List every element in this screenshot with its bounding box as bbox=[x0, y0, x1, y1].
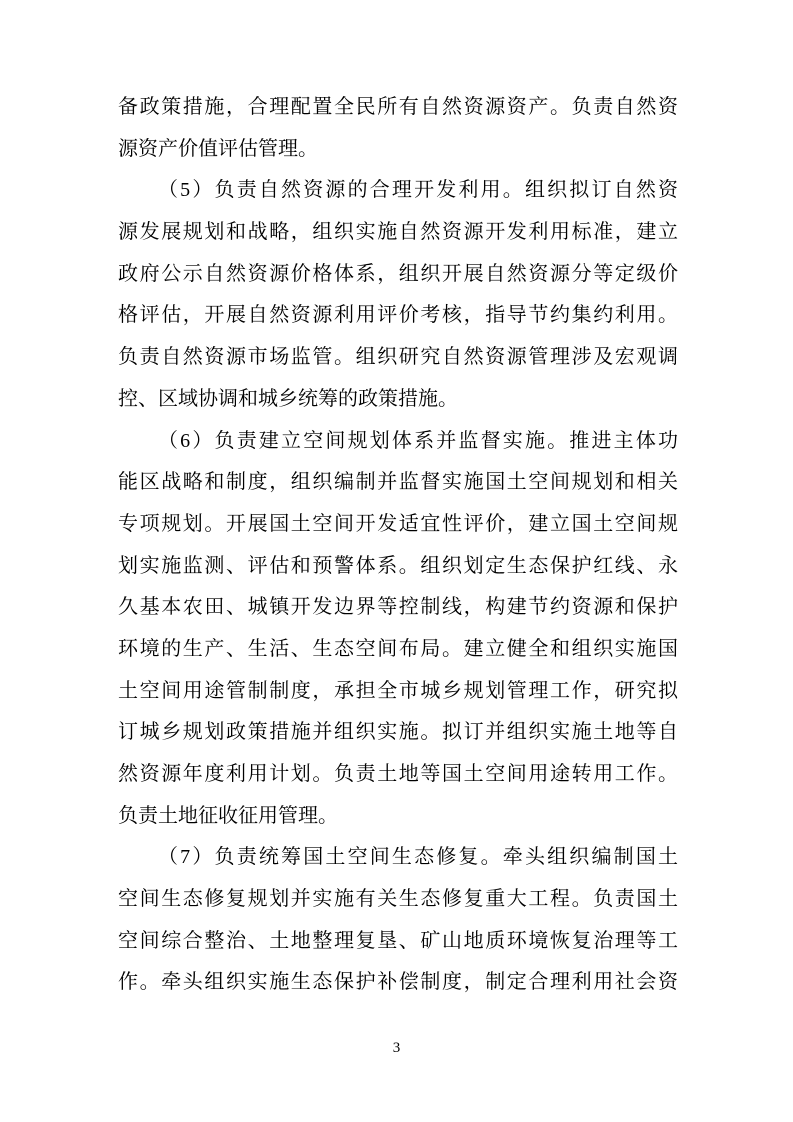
text-line: 控、区域协调和城乡统筹的政策措施。 bbox=[118, 387, 458, 410]
text-line: 空间生态修复规划并实施有关生态修复重大工程。负责国土 bbox=[118, 888, 678, 911]
text-line: 久基本农田、城镇开发边界等控制线，构建节约资源和保护 bbox=[118, 596, 678, 619]
text-line: 订城乡规划政策措施并组织实施。拟订并组织实施土地等自 bbox=[118, 721, 678, 744]
text-line: 负责自然资源市场监管。组织研究自然资源管理涉及宏观调 bbox=[118, 346, 678, 369]
text-line: 专项规划。开展国土空间开发适宜性评价，建立国土空间规 bbox=[118, 512, 678, 535]
text-line: （5）负责自然资源的合理开发利用。组织拟订自然资 bbox=[158, 179, 678, 202]
text-line: 源发展规划和战略，组织实施自然资源开发利用标准，建立 bbox=[118, 221, 678, 244]
text-line: 政府公示自然资源价格体系，组织开展自然资源分等定级价 bbox=[118, 262, 678, 285]
text-line: （6）负责建立空间规划体系并监督实施。推进主体功 bbox=[158, 429, 678, 452]
document-body bbox=[118, 87, 678, 1004]
page-number: 3 bbox=[392, 1040, 401, 1056]
text-line: 环境的生产、生活、生态空间布局。建立健全和组织实施国 bbox=[118, 637, 678, 660]
text-line: 格评估，开展自然资源利用评价考核，指导节约集约利用。 bbox=[118, 304, 678, 327]
text-line: 划实施监测、评估和预警体系。组织划定生态保护红线、永 bbox=[118, 554, 678, 577]
text-line: 空间综合整治、土地整理复垦、矿山地质环境恢复治理等工 bbox=[118, 929, 678, 952]
text-line: 备政策措施，合理配置全民所有自然资源资产。负责自然资 bbox=[118, 96, 678, 118]
text-line: （7）负责统筹国土空间生态修复。牵头组织编制国土 bbox=[158, 846, 678, 869]
text-line: 源资产价值评估管理。 bbox=[118, 137, 318, 160]
text-line: 然资源年度利用计划。负责土地等国土空间用途转用工作。 bbox=[118, 763, 678, 785]
text-line: 作。牵头组织实施生态保护补偿制度，制定合理利用社会资 bbox=[118, 971, 678, 994]
text-line: 负责土地征收征用管理。 bbox=[118, 804, 338, 827]
text-line: 土空间用途管制制度，承担全市城乡规划管理工作，研究拟 bbox=[118, 679, 678, 702]
text-line: 能区战略和制度，组织编制并监督实施国土空间规划和相关 bbox=[118, 471, 678, 494]
